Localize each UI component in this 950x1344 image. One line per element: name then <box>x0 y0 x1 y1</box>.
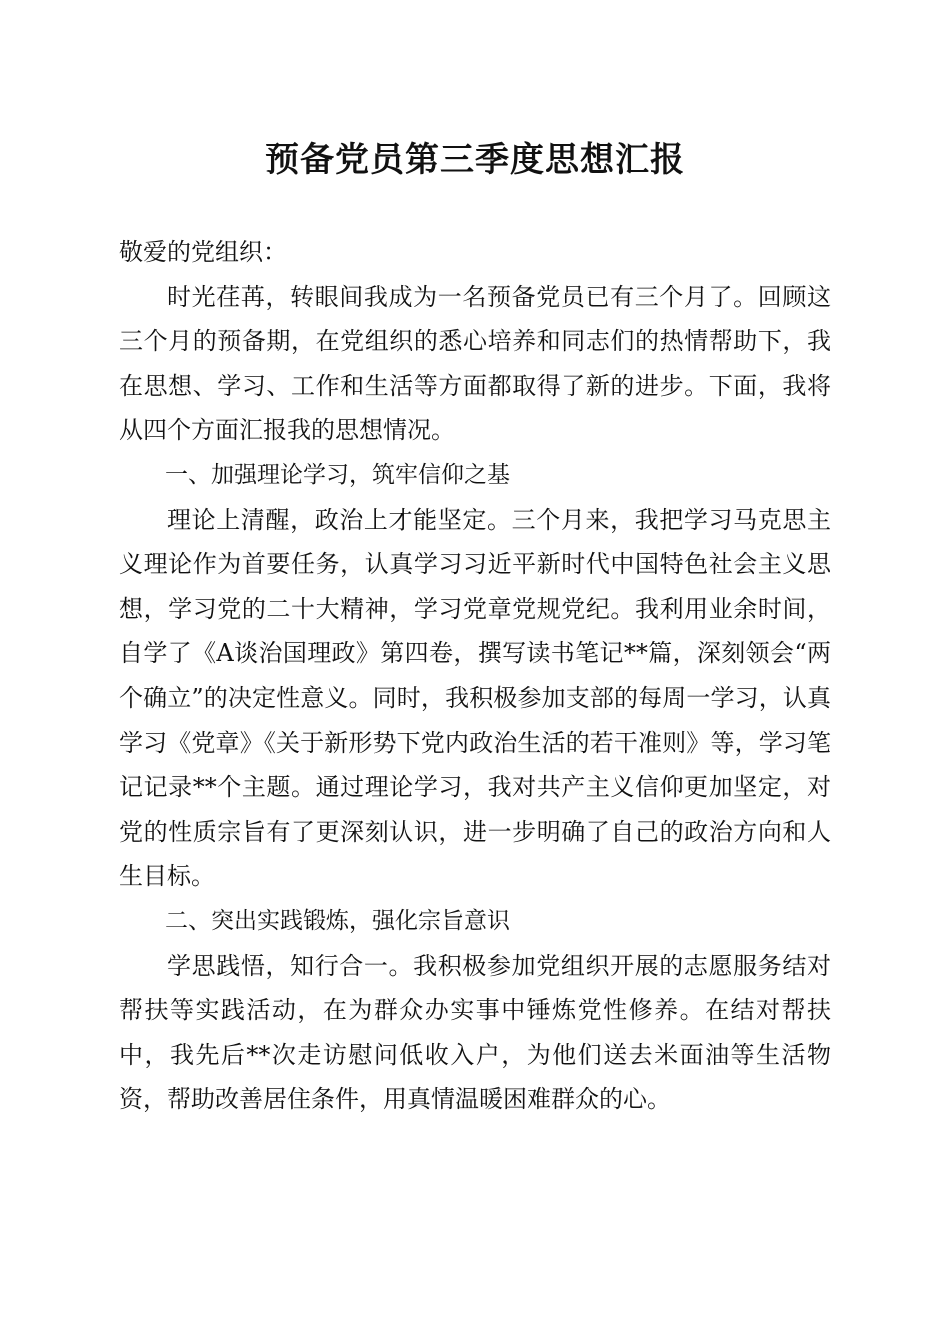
document-title: 预备党员第三季度思想汇报 <box>265 140 685 180</box>
document-body <box>119 230 831 1122</box>
section-body-2: 学思践悟，知行合一。我积极参加党组织开展的志愿服务结对帮扶等实践活动，在为群众办实事中锤炼党性修养。在结对帮扶中，我先后**次走访慰问低收入户，为他们送去米面油等生活物资，帮助改善居住条件，用真情温暖困难群众的心。 <box>119 951 831 1114</box>
section-heading-1: 一、加强理论学习，筑牢信仰之基 <box>165 461 510 488</box>
salutation: 敬爱的党组织： <box>119 238 287 266</box>
intro-paragraph: 时光荏苒，转眼间我成为一名预备党员已有三个月了。回顾这三个月的预备期，在党组织的悉心培养和同志们的热情帮助下，我在思想、学习、工作和生活等方面都取得了新的进步。下面，我将从四个方面汇报我的思想情况。 <box>119 282 831 445</box>
section-body-1: 理论上清醒，政治上才能坚定。三个月来，我把学习马克思主义理论作为首要任务，认真学习习近平新时代中国特色社会主义思想，学习党的二十大精神，学习党章党规党纪。我利用业余时间，自学了《A谈治国理政》第四卷，撰写读书笔记**篇，深刻领会“两个确立”的决定性意义。同时，我积极参加支部的每周一学习，认真学习《党章》《关于新形势下党内政治生活的若干准则》等，学习笔记记录**个主题。通过理论学习，我对共产主义信仰更加坚定，对党的性质宗旨有了更深刻认识，进一步明确了自己的政治方向和人生目标。 <box>119 505 831 891</box>
section-heading-2: 二、突出实践锻炼，强化宗旨意识 <box>165 907 510 934</box>
